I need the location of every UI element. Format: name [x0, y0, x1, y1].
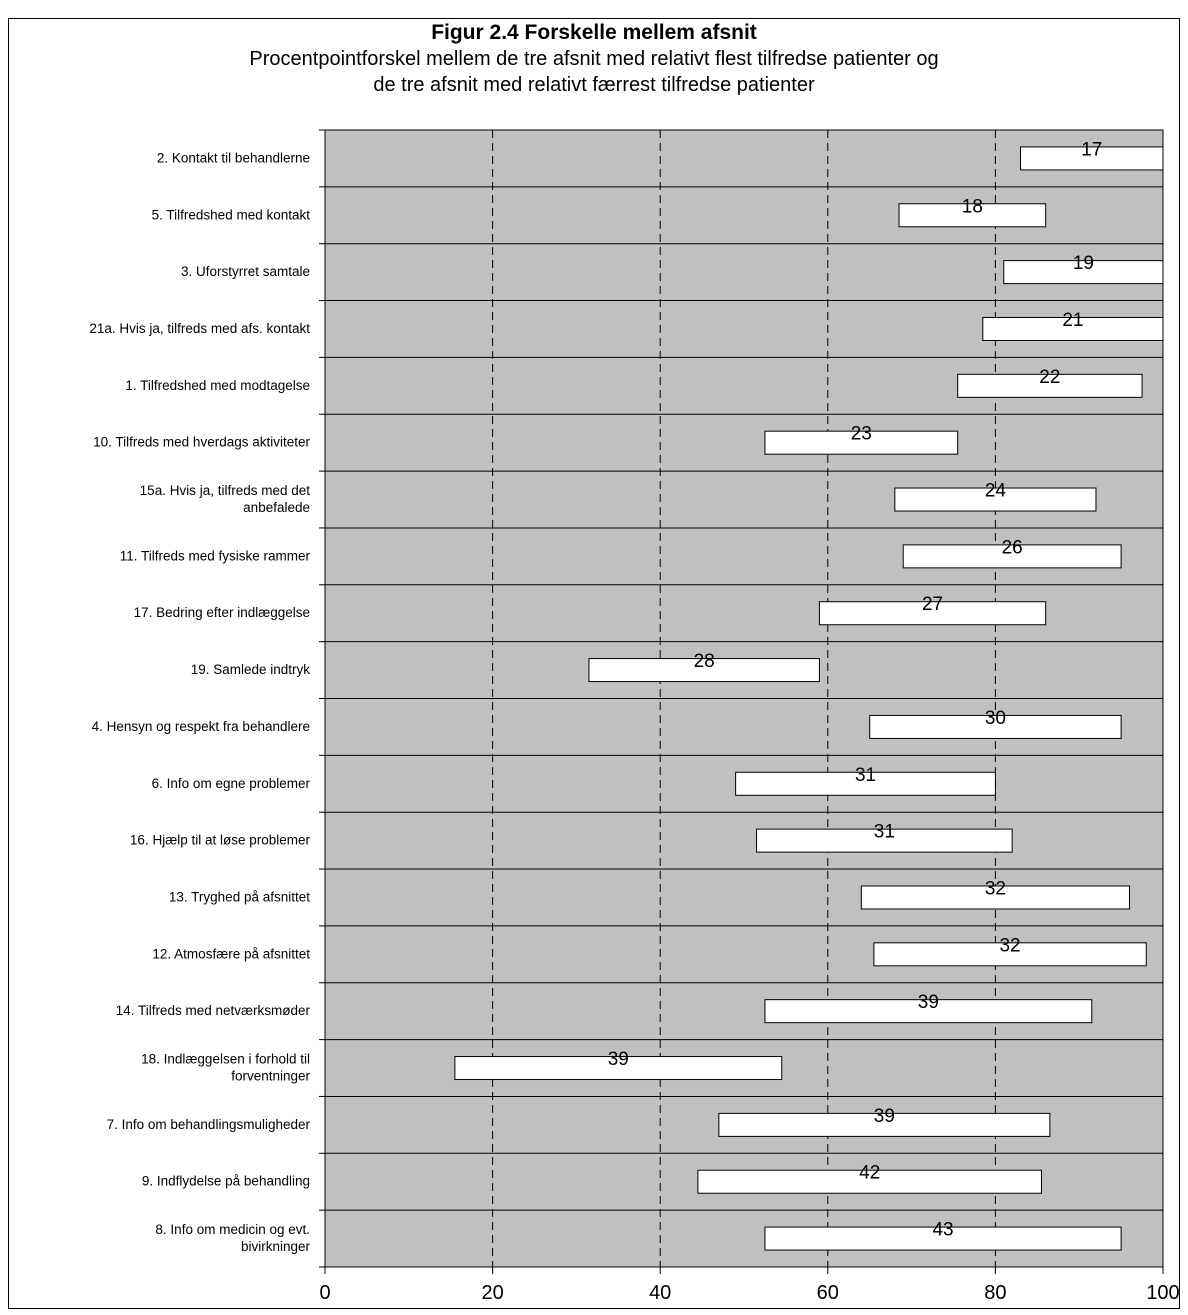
- category-label: [155, 1222, 310, 1254]
- category-label-line: 21a. Hvis ja, tilfreds med afs. kontakt: [89, 320, 310, 336]
- category-label-line: 16. Hjælp til at løse problemer: [129, 832, 310, 848]
- bar-data-label: 26: [1001, 537, 1023, 559]
- category-label: [140, 483, 311, 515]
- bar-data-label: 42: [859, 1162, 881, 1184]
- bar-data-label: 18: [961, 196, 983, 218]
- category-label-line: 15a. Hvis ja, tilfreds med det: [139, 483, 310, 499]
- category-label-line: 11. Tilfreds med fysiske rammer: [119, 548, 310, 564]
- category-label-line: 6. Info om egne problemer: [151, 775, 310, 791]
- chart-subtitle-line-2: de tre afsnit med relativt færrest tilfredse patienter: [373, 74, 815, 96]
- category-label: [169, 889, 310, 904]
- bar-data-label: 24: [984, 480, 1006, 502]
- category-label: [116, 1003, 311, 1018]
- x-tick-label: 20: [481, 1282, 504, 1304]
- category-label-line: 17. Bedring efter indlæggelse: [133, 605, 310, 621]
- bar-data-label: 21: [1062, 309, 1084, 331]
- category-label-line: 7. Info om behandlingsmuligheder: [106, 1116, 310, 1132]
- bar-data-label: 31: [854, 764, 877, 786]
- category-label-line: 14. Tilfreds med netværksmøder: [115, 1003, 310, 1019]
- category-label: [92, 719, 310, 734]
- category-label: [191, 662, 311, 677]
- category-label: [181, 264, 310, 279]
- category-label-line: 12. Atmosfære på afsnittet: [152, 946, 310, 962]
- x-tick-label: 40: [649, 1282, 672, 1304]
- bar-data-label: 17: [1081, 139, 1103, 161]
- x-tick-label: 0: [319, 1282, 331, 1304]
- bar-data-label: 31: [873, 821, 895, 843]
- category-label: [152, 207, 311, 222]
- category-label-line: 10. Tilfreds med hverdags aktiviteter: [93, 434, 310, 450]
- category-label-line: anbefalede: [243, 500, 310, 516]
- category-label-line: 1. Tilfredshed med modtagelse: [125, 377, 310, 393]
- chart-subtitle-line-1: Procentpointforskel mellem de tre afsnit med relativt flest tilfredse patienter og: [249, 48, 939, 70]
- bar-data-label: 30: [984, 707, 1006, 729]
- bar-data-label: 32: [984, 878, 1006, 900]
- category-label: [107, 1117, 311, 1132]
- category-label-line: bivirkninger: [240, 1239, 310, 1255]
- category-label: [152, 946, 310, 961]
- bar-data-label: 19: [1072, 253, 1094, 275]
- category-label-line: 19. Samlede indtryk: [190, 662, 310, 678]
- bar-data-label: 23: [850, 423, 872, 445]
- bar-data-label: 43: [932, 1219, 954, 1241]
- category-label-line: 8. Info om medicin og evt.: [155, 1222, 310, 1238]
- category-label: [142, 1174, 310, 1189]
- category-label-line: 9. Indflydelse på behandling: [141, 1173, 310, 1189]
- category-label-line: 4. Hensyn og respekt fra behandlere: [91, 718, 310, 734]
- x-tick-label: 60: [816, 1282, 839, 1304]
- bar-data-label: 22: [1039, 366, 1061, 388]
- bar-data-label: 39: [873, 1105, 895, 1127]
- category-label: [134, 605, 310, 620]
- category-label: [120, 548, 311, 563]
- category-label: [157, 150, 310, 165]
- category-label-line: forventninger: [231, 1068, 310, 1084]
- chart-title: Figur 2.4 Forskelle mellem afsnit: [431, 21, 757, 44]
- category-label: [141, 1052, 310, 1084]
- bar-data-label: 39: [917, 992, 939, 1014]
- x-tick-label: 80: [984, 1282, 1007, 1304]
- bar-data-label: 32: [999, 935, 1021, 957]
- x-tick-label: 100: [1146, 1282, 1180, 1304]
- category-label-line: 5. Tilfredshed med kontakt: [151, 207, 310, 223]
- bar-data-label: 39: [607, 1049, 629, 1071]
- category-label: [125, 378, 310, 393]
- category-label: [130, 833, 311, 848]
- category-label: [89, 321, 310, 336]
- category-label: [93, 435, 310, 450]
- bar-data-label: 28: [693, 651, 715, 673]
- category-label-line: 18. Indlæggelsen i forhold til: [141, 1051, 310, 1067]
- category-label: [152, 776, 311, 791]
- category-label-line: 3. Uforstyrret samtale: [180, 264, 310, 280]
- category-label-line: 13. Tryghed på afsnittet: [168, 889, 310, 905]
- category-label-line: 2. Kontakt til behandlerne: [156, 150, 310, 166]
- bar-data-label: 27: [921, 594, 944, 616]
